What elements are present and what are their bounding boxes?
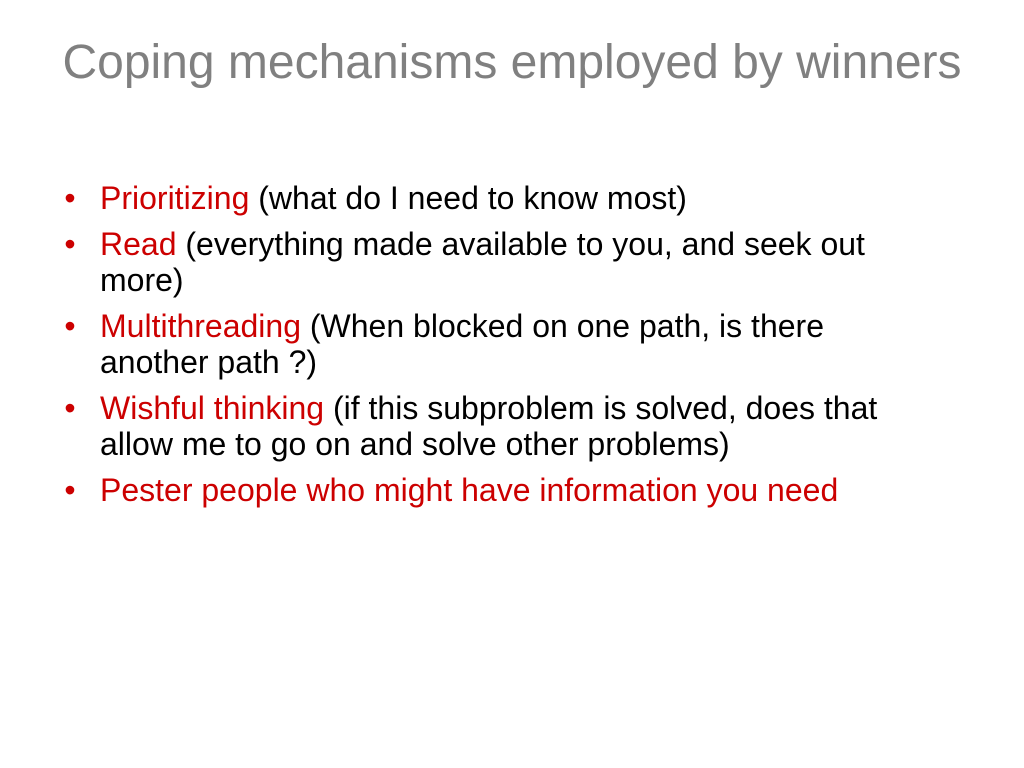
bullet-item-wishful-thinking [58,390,938,462]
bullet-icon: • [64,308,76,344]
bullet-keyword: Prioritizing [100,180,250,216]
bullet-detail: (When blocked on one path, is there another path ?) [100,308,824,380]
bullet-icon: • [64,226,76,262]
bullet-item-read [58,226,938,298]
bullet-keyword: Wishful thinking [100,390,325,426]
bullet-keyword: Read [100,226,177,262]
bullet-item-pester-people [58,472,938,508]
bullet-icon: • [64,472,76,508]
bullet-icon: • [64,180,76,216]
bullet-icon: • [64,390,76,426]
bullet-item-multithreading [58,308,938,380]
bullet-keyword: Pester people who might have information you need [100,472,839,508]
bullet-keyword: Multithreading [100,308,301,344]
bullet-list [58,180,938,518]
bullet-detail: (what do I need to know most) [249,180,687,216]
bullet-detail: (everything made available to you, and seek out more) [100,226,865,298]
bullet-item-prioritizing [58,180,938,216]
bullet-detail: (if this subproblem is solved, does that allow me to go on and solve other problems) [100,390,878,462]
slide-title: Coping mechanisms employed by winners [62,36,962,89]
